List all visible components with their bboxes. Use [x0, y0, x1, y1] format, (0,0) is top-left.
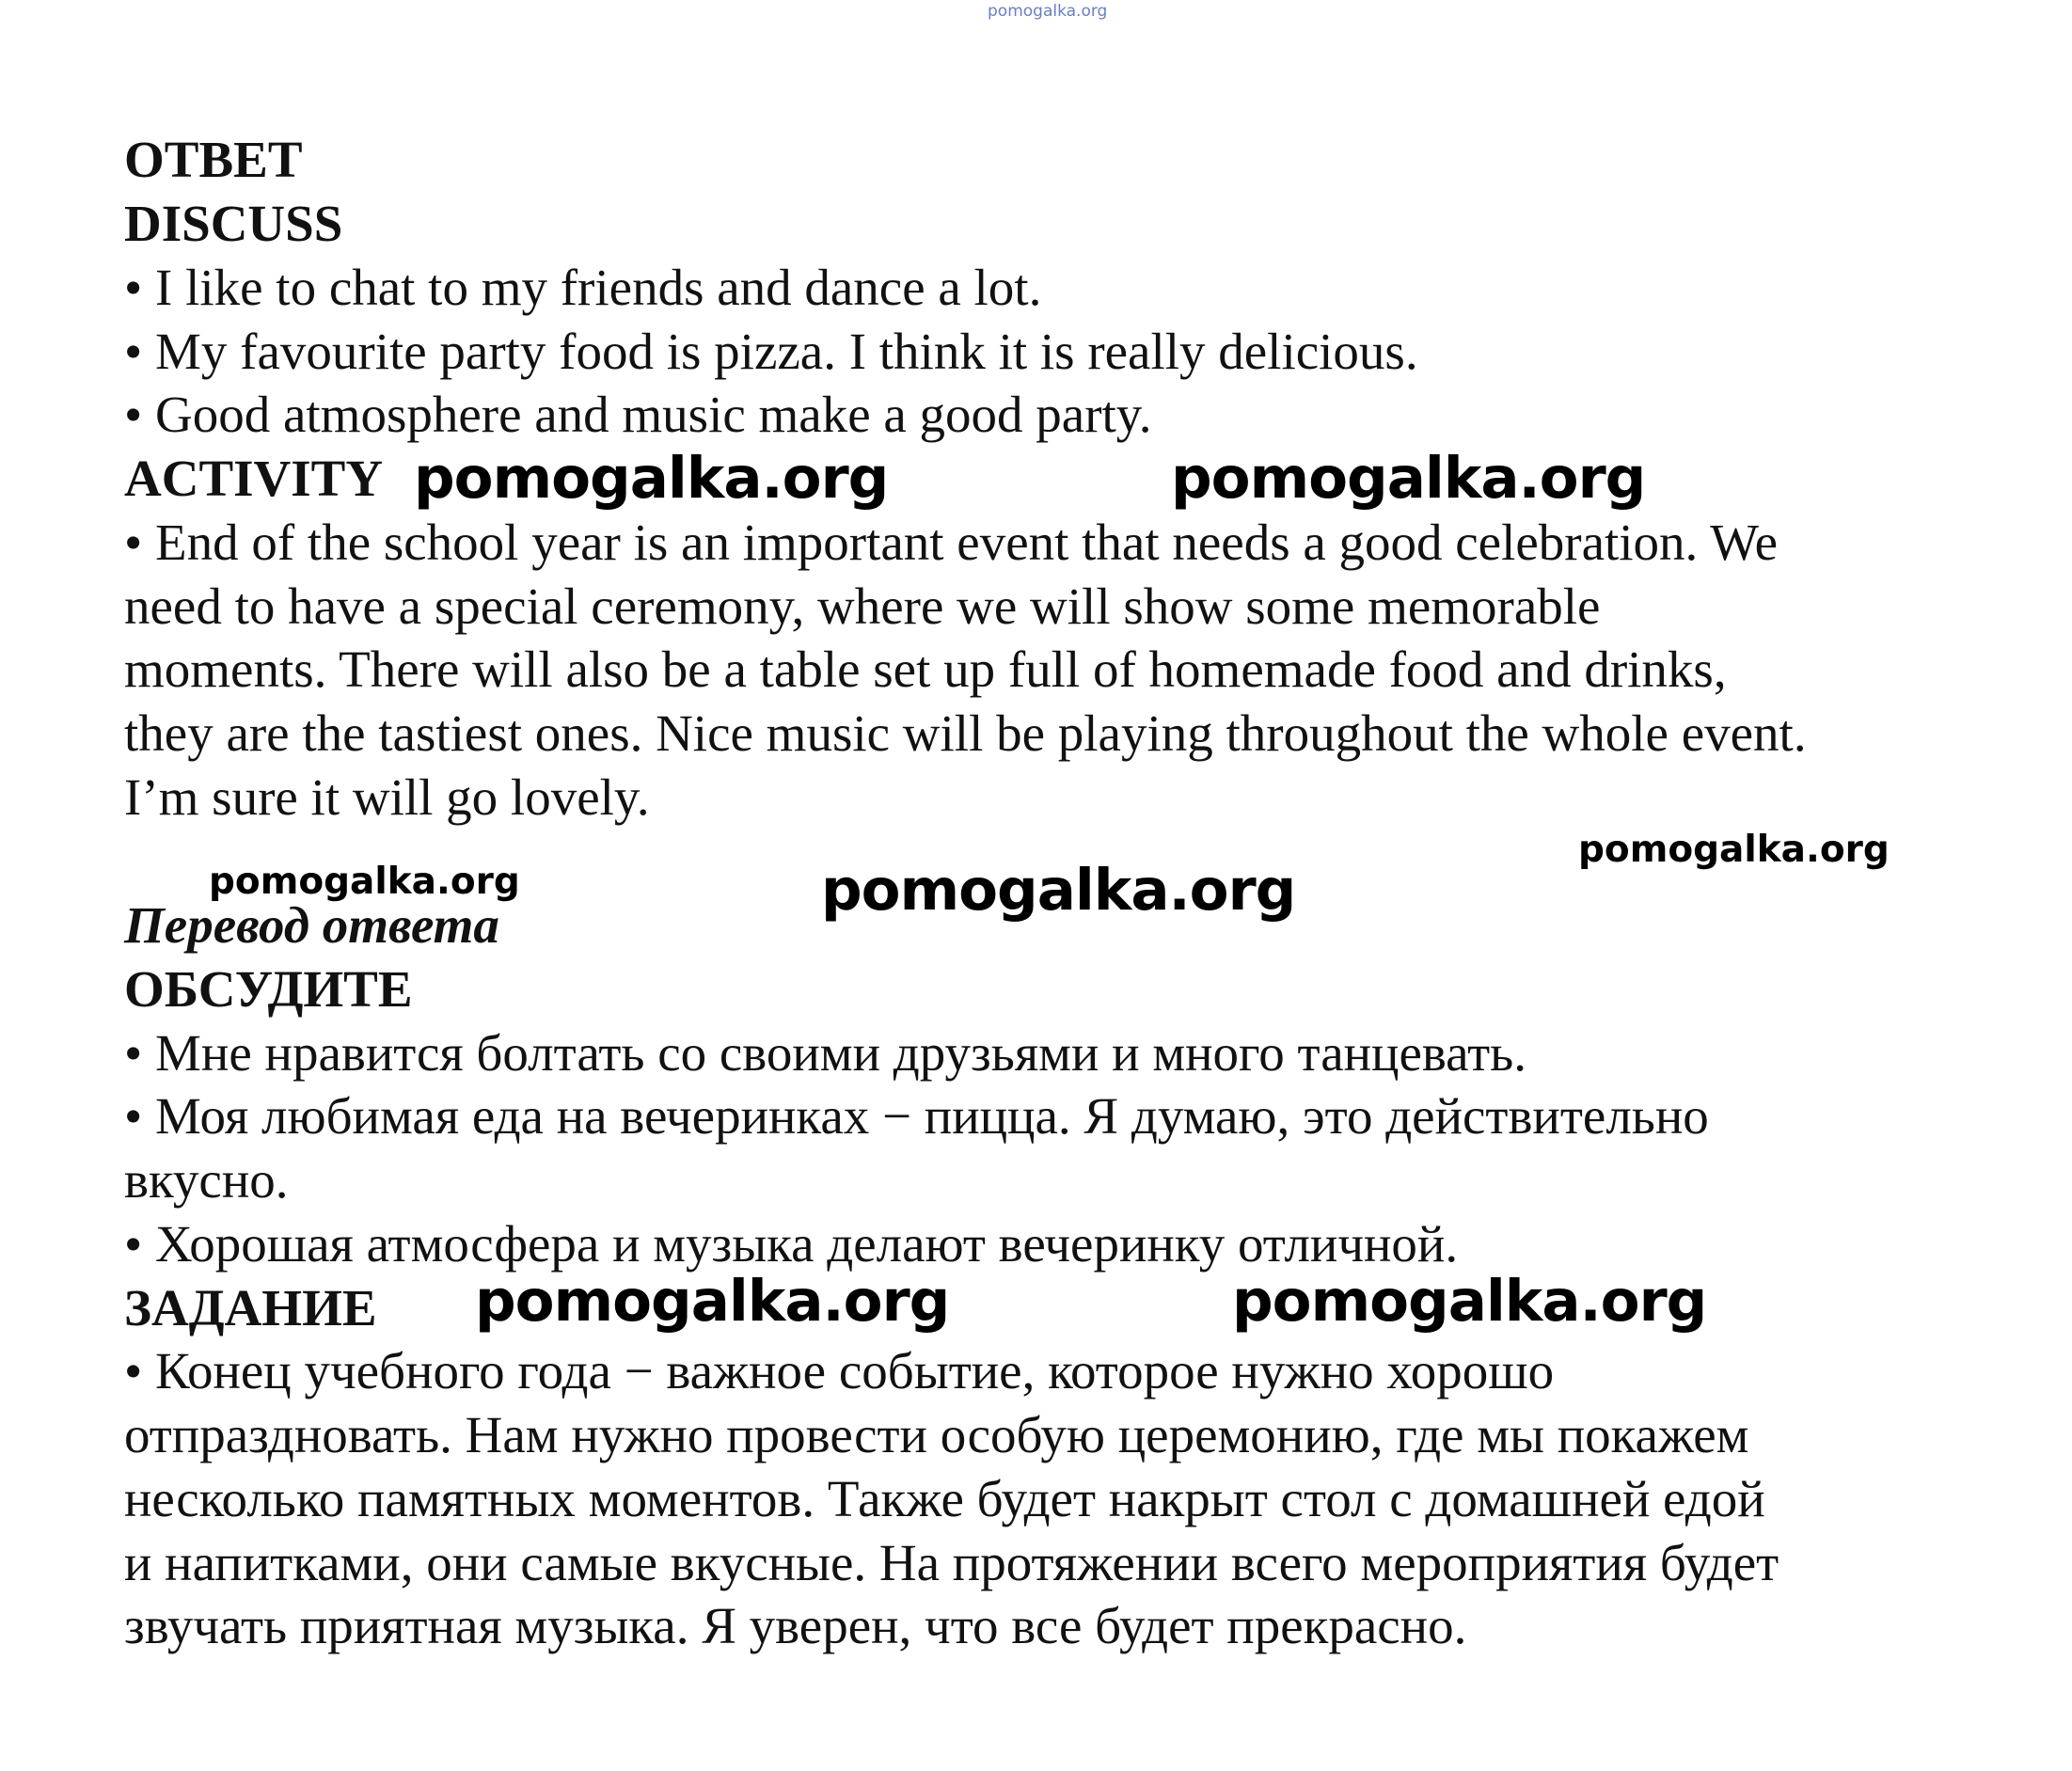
activity-line: moments. There will also be a table set up full of homemade food and drinks, [124, 640, 1727, 698]
translation-activity-line: звучать приятная музыка. Я уверен, что все будет прекрасно. [124, 1597, 1467, 1654]
activity-line: need to have a special ceremony, where we will show some memorable [124, 577, 1601, 635]
translation-title: Перевод ответа [124, 896, 499, 954]
translation-activity-heading: ЗАДАНИЕ [124, 1279, 377, 1336]
translation-discuss-line: • Моя любимая еда на вечеринках − пицца. Я думаю, это действительно [124, 1087, 1709, 1145]
activity-line: they are the tastiest ones. Nice music will be playing throughout the whole event. [124, 704, 1807, 762]
discuss-heading: DISCUSS [124, 195, 343, 252]
discuss-item: • My favourite party food is pizza. I think it is really delicious. [124, 323, 1418, 380]
watermark: pomogalka.org [821, 857, 1296, 924]
translation-activity-line: и напитками, они самые вкусные. На протяжении всего мероприятия будет [124, 1534, 1779, 1591]
answer-title: ОТВЕТ [124, 131, 303, 188]
translation-discuss-line: • Мне нравится болтать со своими друзьями и много танцевать. [124, 1024, 1526, 1082]
translation-activity-line: • Конец учебного года − важное событие, которое нужно хорошо [124, 1342, 1555, 1399]
translation-activity-line: несколько памятных моментов. Также будет накрыт стол с домашней едой [124, 1470, 1765, 1527]
watermark: pomogalka.org [475, 1268, 950, 1335]
watermark: pomogalka.org [209, 861, 520, 903]
translation-discuss-heading: ОБСУДИТЕ [124, 960, 413, 1018]
watermark: pomogalka.org [1232, 1268, 1707, 1335]
watermark: pomogalka.org [414, 445, 889, 512]
watermark: pomogalka.org [1171, 445, 1646, 512]
activity-line: • End of the school year is an important event that needs a good celebration. We [124, 514, 1778, 571]
translation-activity-line: отпраздновать. Нам нужно провести особую церемонию, где мы покажем [124, 1406, 1749, 1463]
activity-line: I’m sure it will go lovely. [124, 768, 650, 826]
discuss-item: • Good atmosphere and music make a good party. [124, 386, 1152, 443]
watermark: pomogalka.org [1578, 829, 1890, 871]
top-watermark: pomogalka.org [988, 2, 1108, 21]
translation-discuss-line: • Хорошая атмосфера и музыка делают вечеринку отличной. [124, 1215, 1459, 1273]
translation-discuss-line: вкусно. [124, 1151, 289, 1209]
discuss-item: • I like to chat to my friends and dance a lot. [124, 259, 1042, 316]
activity-heading: ACTIVITY [124, 450, 384, 507]
